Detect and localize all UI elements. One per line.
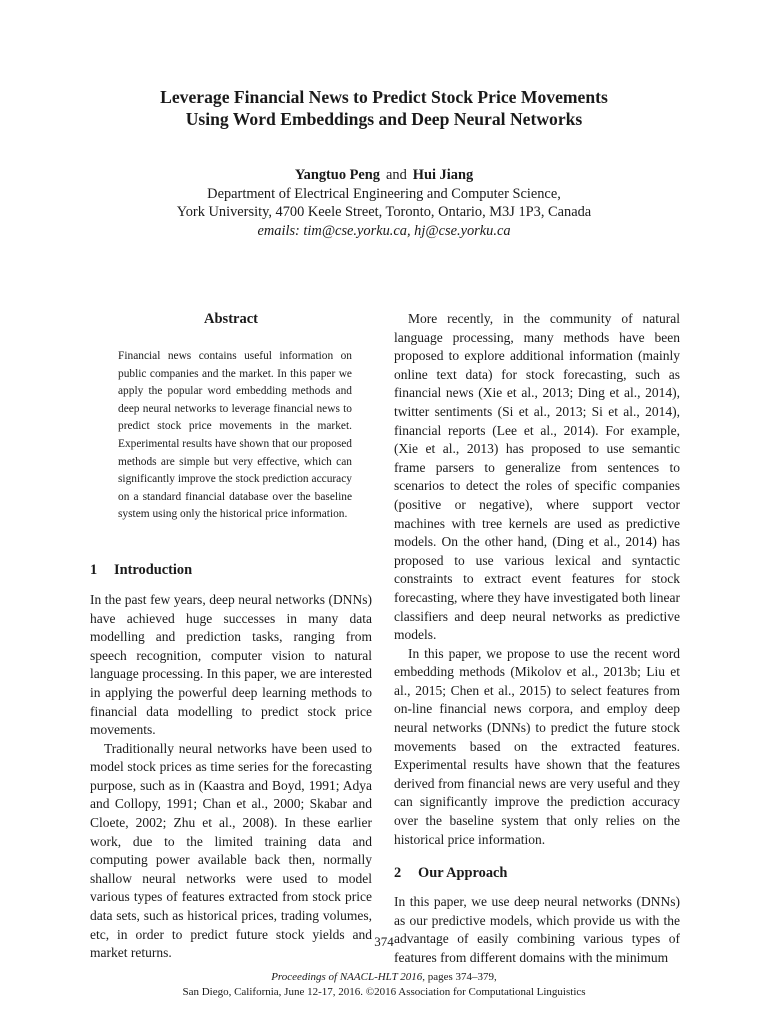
introduction-heading [90,561,372,579]
author-1: Yangtuo Peng [294,167,380,183]
title-line-1: Leverage Financial News to Predict Stock Price Movements [160,87,608,107]
abstract-heading: Abstract [204,311,258,327]
section-number: 2 [394,865,402,882]
intro-paragraph-3: More recently, in the community of natural language processing, many methods have been proposed to explore additional information (mainly online text data) for stock forecasting, such as financial news (Xie et al., 2013; Ding et al., 2014), twitter sentiments (Si et al., 2013; Si et al., 2014), financial reports (Lee et al., 2014). For example, (Xie et al., 2013) has proposed to use semantic frame parsers to generalize from sentences to scenarios to detect the roles of specific companies (positive or negative), where support vector machines with tree kernels are used as predictive models. On the other hand, (Ding et al., 2014) has proposed to use various lexical and syntactic constraints to extract event features for stock forecasting, where they have investigated both linear classifiers and deep neural networks as predictive models. [394,311,680,643]
section-title: Introduction [114,561,193,578]
approach-heading [394,864,680,882]
paper-title [90,86,678,130]
footer-line-1 [0,970,768,985]
intro-paragraph-4: In this paper, we propose to use the recent word embedding methods (Mikolov et al., 2013b; Liu et al., 2015; Chen et al., 2015) to select features from on-line financial news corpora, and employ deep neural networks (DNNs) to predict the future stock movements based on the extracted features. Experimental results have shown that the features derived from financial news are very useful and they can significantly improve the prediction accuracy over the baseline system that only relies on the historical price information. [394,645,680,847]
author-conjunction: and [385,167,407,183]
author-names [90,166,678,185]
left-column [90,310,372,963]
affiliation-line-2: York University, 4700 Keele Street, Toronto, Ontario, M3J 1P3, Canada [176,204,592,220]
approach-paragraph-1: In this paper, we use deep neural networks (DNNs) as our predictive models, which provide us with the advantage of easily combining various types of features from different domains with the minimum [394,894,680,965]
affiliation-line-1: Department of Electrical Engineering and Computer Science, [207,185,561,202]
footer-pages: , pages 374–379, [422,971,497,983]
author-block [90,166,678,240]
right-column [394,310,680,968]
author-emails: emails: tim@cse.yorku.ca, hj@cse.yorku.ca [257,222,511,239]
page-number: 374 [374,934,394,949]
section-number: 1 [90,561,98,578]
author-2: Hui Jiang [412,167,474,183]
page-footer [0,970,768,1000]
title-line-2: Using Word Embeddings and Deep Neural Networks [185,109,583,129]
footer-venue: Proceedings of NAACL-HLT 2016 [271,971,423,983]
section-title: Our Approach [418,865,508,882]
intro-paragraph-1: In the past few years, deep neural networks (DNNs) have achieved huge successes in many data modelling and prediction tasks, ranging from speech recognition, computer vision to natural language processing. In this paper, we are interested in applying the powerful deep learning methods to financial data modelling to predict stock price movements. [90,591,372,738]
abstract-text: Financial news contains useful information on public companies and the market. In this paper we apply the popular word embedding methods and deep neural networks to leverage financial news to predict stock price movements in the market. Experimental results have shown that our proposed methods are simple but very effective, which can significantly improve the stock prediction accuracy on a standard financial database over the baseline system using only the historical price information. [118,350,352,521]
footer-line-2: San Diego, California, June 12-17, 2016. ©2016 Association for Computational Linguistics [182,986,586,998]
intro-paragraph-2: Traditionally neural networks have been used to model stock prices as time series for the forecasting purpose, such as in (Kaastra and Boyd, 1991; Adya and Collopy, 1991; Chan et al., 2000; Skabar and Cloete, 2002; Zhu et al., 2008). In these earlier work, due to the limited training data and computing power available back then, normally shallow neural networks were used to model various types of features extracted from stock price data sets, such as historical prices, trading volumes, etc, in order to predict future stock yields and market returns. [90,740,372,961]
